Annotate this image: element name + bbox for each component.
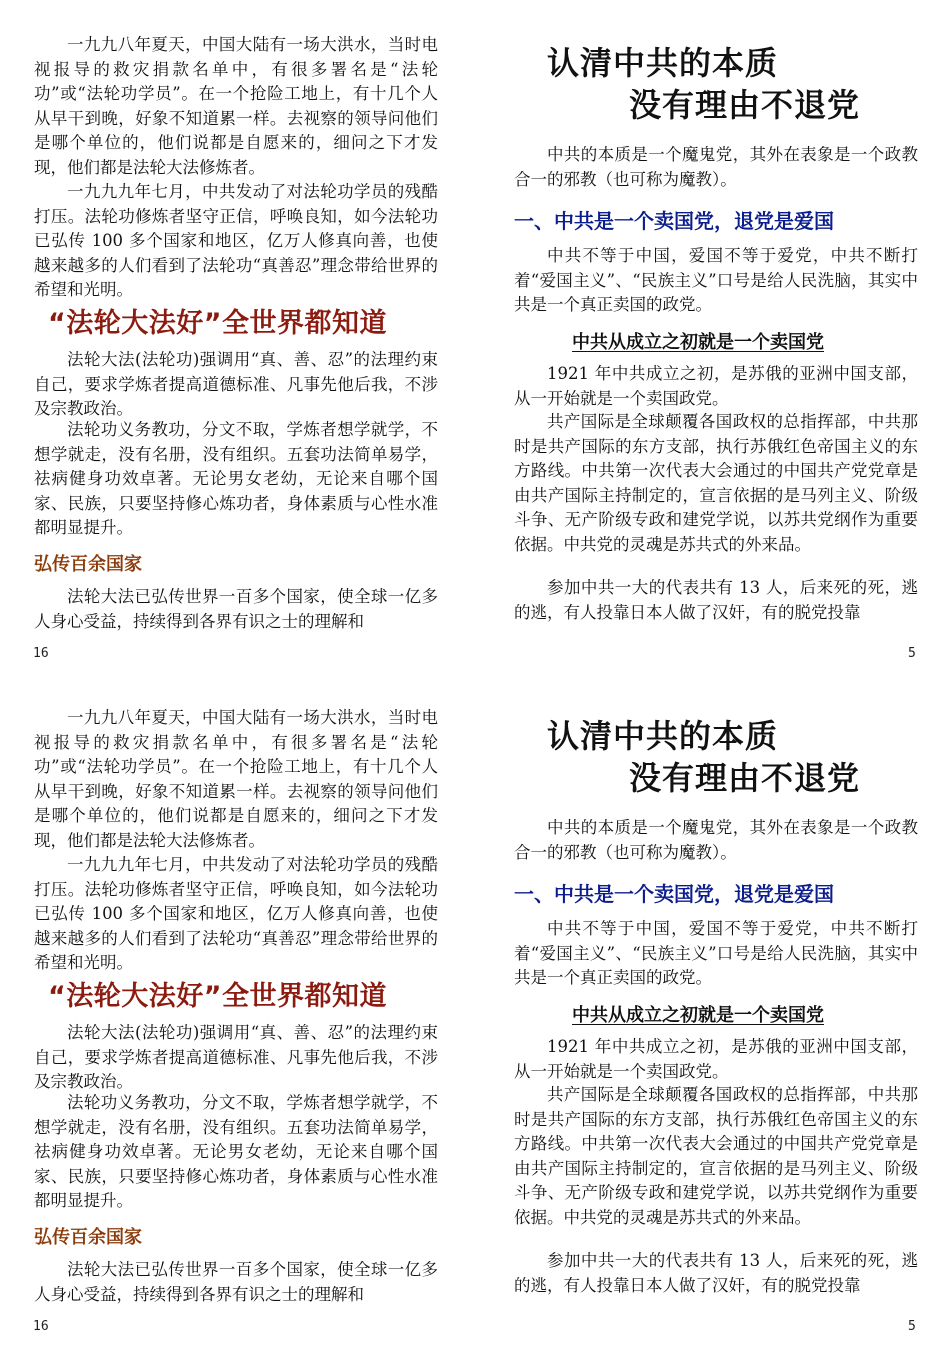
paragraph: 中共的本质是一个魔鬼党，其外在表象是一个政教合一的邪教（也可称为魔教）。 [514,818,918,862]
page-number: 5 [908,1319,916,1334]
page-title: 没有理由不退党 [629,759,861,797]
paragraph: 共产国际是全球颠覆各国政权的总指挥部，中共那时是共产国际的东方支部，执行苏俄红色帝国主义的东方路线。中共第一次代表大会通过的中国共产党党章是由共产国际主持制定的，宣言依据的是马列主义、阶级斗争、无产阶级专政和建党学说，以苏共党纲作为重要依据。中共党的灵魂是苏共式的外来品。 [514,412,918,554]
paragraph: 参加中共一大的代表共有 13 人，后来死的死，逃的逃，有人投靠日本人做了汉奸，有的脱党投靠 [514,1251,918,1295]
paragraph: 一九九八年夏天，中国大陆有一场大洪水，当时电视报导的救灾捐款名单中，有很多署名是“法轮功”或“法轮功学员”。在一个抢险工地上，有十几个人从早干到晚，好象不知道累一样。去视察的领导问他们是哪个单位的，他们说都是自愿来的，细问之下才发现，他们都是法轮大法修炼者。 [34,708,438,850]
section-heading: “法轮大法好”全世界都知道 [48,981,387,1012]
page-5 [514,0,918,672]
page-16 [34,673,438,1345]
booklet-spread-bottom [0,673,950,1345]
paragraph: 法轮功义务教功，分文不取，学炼者想学就学，不想学就走，没有名册，没有组织。五套功法简单易学，祛病健身功效卓著。无论男女老幼，无论来自哪个国家、民族，只要坚持修心炼功者，身体素质与心性水准都明显提升。 [34,1093,438,1210]
page-5 [514,673,918,1345]
section-heading: “法轮大法好”全世界都知道 [48,308,387,339]
subheading: 中共从成立之初就是一个卖国党 [572,332,824,353]
paragraph: 1921 年中共成立之初，是苏俄的亚洲中国支部，从一开始就是一个卖国政党。 [514,1037,918,1081]
paragraph: 共产国际是全球颠覆各国政权的总指挥部，中共那时是共产国际的东方支部，执行苏俄红色帝国主义的东方路线。中共第一次代表大会通过的中国共产党党章是由共产国际主持制定的，宣言依据的是马列主义、阶级斗争、无产阶级专政和建党学说，以苏共党纲作为重要依据。中共党的灵魂是苏共式的外来品。 [514,1085,918,1227]
paragraph: 法轮大法已弘传世界一百多个国家，使全球一亿多人身心受益，持续得到各界有识之士的理解和 [34,1260,438,1304]
page-number: 16 [33,646,49,661]
subheading: 弘传百余国家 [34,554,142,575]
section-heading: 一、中共是一个卖国党，退党是爱国 [514,209,834,233]
paragraph: 一九九八年夏天，中国大陆有一场大洪水，当时电视报导的救灾捐款名单中，有很多署名是“法轮功”或“法轮功学员”。在一个抢险工地上，有十几个人从早干到晚，好象不知道累一样。去视察的领导问他们是哪个单位的，他们说都是自愿来的，细问之下才发现，他们都是法轮大法修炼者。 [34,35,438,177]
page-title: 认清中共的本质 [547,717,779,755]
paragraph: 1921 年中共成立之初，是苏俄的亚洲中国支部，从一开始就是一个卖国政党。 [514,364,918,408]
paragraph: 法轮大法(法轮功)强调用“真、善、忍”的法理约束自己，要求学炼者提高道德标准、凡事先他后我，不涉及宗教政治。 [34,1023,438,1091]
paragraph: 法轮功义务教功，分文不取，学炼者想学就学，不想学就走，没有名册，没有组织。五套功法简单易学，祛病健身功效卓著。无论男女老幼，无论来自哪个国家、民族，只要坚持修心炼功者，身体素质与心性水准都明显提升。 [34,420,438,537]
paragraph: 一九九九年七月，中共发动了对法轮功学员的残酷打压。法轮功修炼者坚守正信，呼唤良知，如今法轮功已弘传 100 多个国家和地区，亿万人修真向善，也使越来越多的人们看到了法轮功“真善忍”理念带给世界的希望和光明。 [34,182,438,299]
section-heading: 一、中共是一个卖国党，退党是爱国 [514,882,834,906]
paragraph: 中共不等于中国，爱国不等于爱党，中共不断打着“爱国主义”、“民族主义”口号是给人民洗脑，其实中共是一个真正卖国的政党。 [514,246,918,314]
booklet-spread-top [0,0,950,672]
subheading: 中共从成立之初就是一个卖国党 [572,1005,824,1026]
page-16 [34,0,438,672]
page-number: 16 [33,1319,49,1334]
paragraph: 中共不等于中国，爱国不等于爱党，中共不断打着“爱国主义”、“民族主义”口号是给人民洗脑，其实中共是一个真正卖国的政党。 [514,919,918,987]
page-number: 5 [908,646,916,661]
page-title: 没有理由不退党 [629,86,861,124]
subheading: 弘传百余国家 [34,1227,142,1248]
paragraph: 法轮大法已弘传世界一百多个国家，使全球一亿多人身心受益，持续得到各界有识之士的理解和 [34,587,438,631]
paragraph: 参加中共一大的代表共有 13 人，后来死的死，逃的逃，有人投靠日本人做了汉奸，有的脱党投靠 [514,578,918,622]
page-title: 认清中共的本质 [547,44,779,82]
paragraph: 中共的本质是一个魔鬼党，其外在表象是一个政教合一的邪教（也可称为魔教）。 [514,145,918,189]
paragraph: 法轮大法(法轮功)强调用“真、善、忍”的法理约束自己，要求学炼者提高道德标准、凡事先他后我，不涉及宗教政治。 [34,350,438,418]
paragraph: 一九九九年七月，中共发动了对法轮功学员的残酷打压。法轮功修炼者坚守正信，呼唤良知，如今法轮功已弘传 100 多个国家和地区，亿万人修真向善，也使越来越多的人们看到了法轮功“真善忍”理念带给世界的希望和光明。 [34,855,438,972]
